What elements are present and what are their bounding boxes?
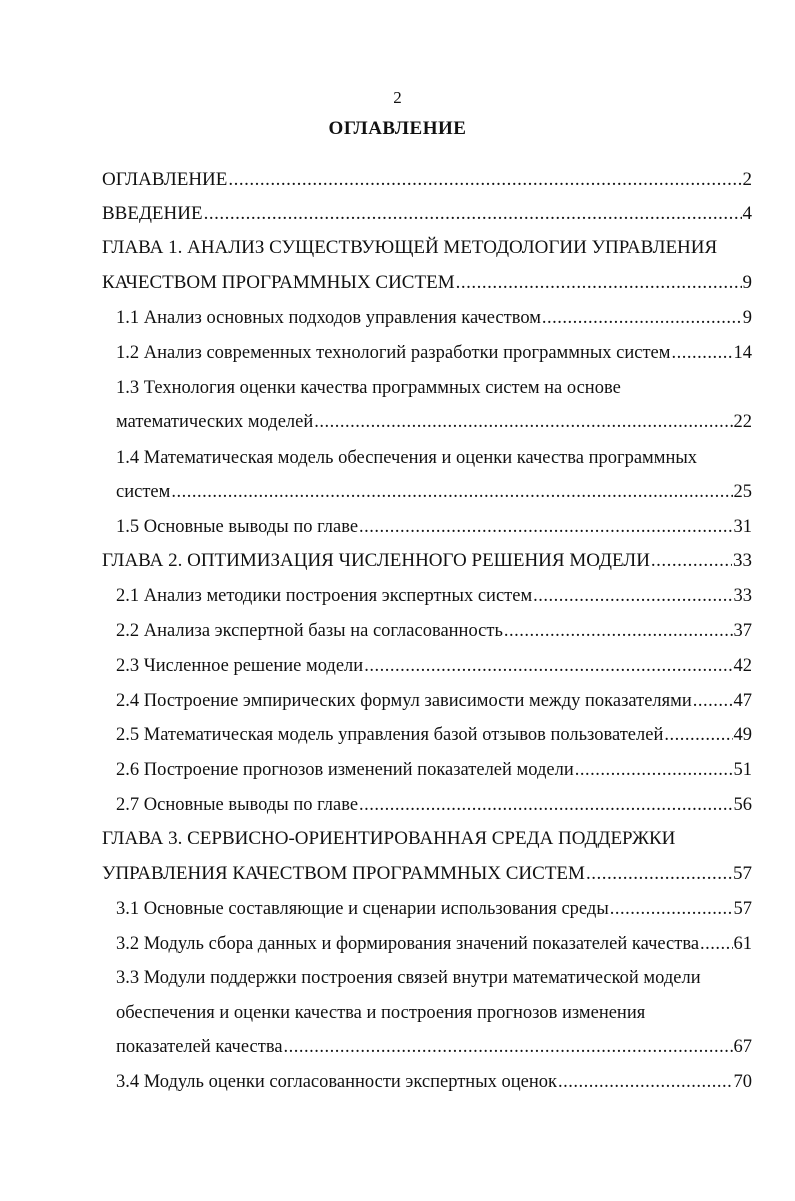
toc-entry-page: 2 xyxy=(742,169,752,190)
toc-entry[interactable] xyxy=(116,719,752,747)
toc-entry[interactable] xyxy=(116,580,752,608)
toc-leader xyxy=(610,897,733,921)
toc-entry-page: 42 xyxy=(733,656,752,676)
toc-leader xyxy=(284,1035,733,1059)
toc-entry[interactable] xyxy=(116,337,752,365)
toc-entry-page: 67 xyxy=(733,1037,752,1057)
toc-leader xyxy=(359,515,732,539)
toc-entry[interactable] xyxy=(116,615,752,643)
toc-entry-page: 61 xyxy=(733,934,752,954)
toc-entry-text: обеспечения и оценки качества и построения прогнозов изменения xyxy=(116,1003,646,1023)
toc-entry-text: систем xyxy=(116,482,171,502)
toc-entry-text: ГЛАВА 3. СЕРВИСНО-ОРИЕНТИРОВАННАЯ СРЕДА ПОДДЕРЖКИ xyxy=(102,828,676,849)
toc-leader xyxy=(533,584,732,608)
toc-entry-page: 37 xyxy=(733,621,752,641)
toc-entry-text: КАЧЕСТВОМ ПРОГРАММНЫХ СИСТЕМ xyxy=(102,272,455,293)
toc-entry-text: УПРАВЛЕНИЯ КАЧЕСТВОМ ПРОГРАММНЫХ СИСТЕМ xyxy=(102,863,585,884)
toc-leader xyxy=(586,862,732,886)
toc-entry[interactable] xyxy=(116,754,752,782)
toc-entry-text: математических моделей xyxy=(116,412,314,432)
toc-entry-page: 4 xyxy=(742,203,752,224)
toc-entry[interactable] xyxy=(102,545,752,573)
toc-entry-page: 47 xyxy=(733,691,752,711)
toc-entry-page: 70 xyxy=(733,1072,752,1092)
toc-leader xyxy=(664,723,732,747)
toc-entry-continuation[interactable] xyxy=(116,1031,752,1059)
toc-leader xyxy=(693,689,733,713)
toc-entry-page: 25 xyxy=(733,482,752,502)
toc-entry-text: 3.2 Модуль сбора данных и формирования значений показателей качества xyxy=(116,934,700,954)
toc-leader xyxy=(651,549,732,573)
toc-entry-text: 1.2 Анализ современных технологий разработки программных систем xyxy=(116,343,671,363)
toc-entry-page: 9 xyxy=(742,272,752,293)
toc-title: ОГЛАВЛЕНИЕ xyxy=(328,118,467,139)
toc-entry[interactable] xyxy=(116,928,752,956)
toc-leader xyxy=(456,271,742,295)
toc-entry[interactable] xyxy=(116,511,752,539)
toc-entry-text: ГЛАВА 2. ОПТИМИЗАЦИЯ ЧИСЛЕННОГО РЕШЕНИЯ МОДЕЛИ xyxy=(102,550,650,571)
toc-entry-page: 33 xyxy=(733,586,752,606)
toc-entry-text: 2.3 Численное решение модели xyxy=(116,656,364,676)
toc-entry-page: 31 xyxy=(733,517,752,537)
toc-entry-page: 57 xyxy=(733,899,752,919)
toc-entry-text: 3.3 Модули поддержки построения связей внутри математической модели xyxy=(116,968,701,988)
toc-entry-continuation[interactable] xyxy=(102,267,752,295)
toc-entry-page: 9 xyxy=(742,308,752,328)
toc-entry[interactable] xyxy=(116,372,752,400)
toc-entry-text: ОГЛАВЛЕНИЕ xyxy=(102,169,228,190)
toc-entry[interactable] xyxy=(102,232,752,260)
toc-leader xyxy=(171,480,732,504)
toc-entry-continuation[interactable] xyxy=(116,476,752,504)
toc-entry-continuation[interactable] xyxy=(116,406,752,434)
toc-entry-text: 2.1 Анализ методики построения экспертных систем xyxy=(116,586,533,606)
toc-leader xyxy=(364,654,732,678)
toc-entry-page: 22 xyxy=(733,412,752,432)
toc-entry-text: 2.5 Математическая модель управления базой отзывов пользователей xyxy=(116,725,664,745)
toc-entry-continuation[interactable] xyxy=(102,858,752,886)
toc-leader xyxy=(575,758,733,782)
toc-entry-page: 57 xyxy=(733,863,752,884)
toc-leader xyxy=(504,619,733,643)
toc-entry-text: 3.1 Основные составляющие и сценарии использования среды xyxy=(116,899,609,919)
toc-entry-text: 3.4 Модуль оценки согласованности экспертных оценок xyxy=(116,1072,558,1092)
toc-entry[interactable] xyxy=(116,685,752,713)
toc-entry-page: 33 xyxy=(733,550,752,571)
toc-entry-text: 2.4 Построение эмпирических формул зависимости между показателями xyxy=(116,691,692,711)
toc-entry-text: 1.5 Основные выводы по главе xyxy=(116,517,359,537)
toc-entry-text: показателей качества xyxy=(116,1037,283,1057)
toc-leader xyxy=(314,410,732,434)
toc-leader xyxy=(671,341,732,365)
toc-leader xyxy=(228,168,741,192)
toc-leader xyxy=(700,932,732,956)
toc-entry[interactable] xyxy=(102,823,752,851)
toc-entry-text: ВВЕДЕНИЕ xyxy=(102,203,203,224)
toc-entry[interactable] xyxy=(116,650,752,678)
toc-entry[interactable] xyxy=(116,893,752,921)
toc-entry-page: 14 xyxy=(733,343,752,363)
toc-entry[interactable] xyxy=(116,302,752,330)
page-number: 2 xyxy=(393,88,402,107)
toc-entry-page: 49 xyxy=(733,725,752,745)
toc-entry[interactable] xyxy=(116,962,752,990)
toc-entry-text: 2.7 Основные выводы по главе xyxy=(116,795,359,815)
toc-leader xyxy=(558,1070,732,1094)
toc-entry-continuation xyxy=(116,997,752,1025)
toc-entry-text: 2.6 Построение прогнозов изменений показателей модели xyxy=(116,760,574,780)
toc-leader xyxy=(204,202,742,226)
toc-entry-page: 56 xyxy=(733,795,752,815)
toc-entry[interactable] xyxy=(116,442,752,470)
toc-entry-text: 1.1 Анализ основных подходов управления качеством xyxy=(116,308,541,328)
toc-entry[interactable] xyxy=(102,164,752,192)
toc-entry-text: 1.3 Технология оценки качества программных систем на основе xyxy=(116,378,621,398)
toc-entry-text: 1.4 Математическая модель обеспечения и оценки качества программных xyxy=(116,448,698,468)
toc-entry[interactable] xyxy=(116,789,752,817)
toc-entry[interactable] xyxy=(102,198,752,226)
toc-entry-text: ГЛАВА 1. АНАЛИЗ СУЩЕСТВУЮЩЕЙ МЕТОДОЛОГИИ УПРАВЛЕНИЯ xyxy=(102,237,718,258)
toc-leader xyxy=(359,793,732,817)
toc-entry[interactable] xyxy=(116,1066,752,1094)
toc-entry-text: 2.2 Анализа экспертной базы на согласованность xyxy=(116,621,503,641)
toc-leader xyxy=(542,306,742,330)
toc-entry-page: 51 xyxy=(733,760,752,780)
